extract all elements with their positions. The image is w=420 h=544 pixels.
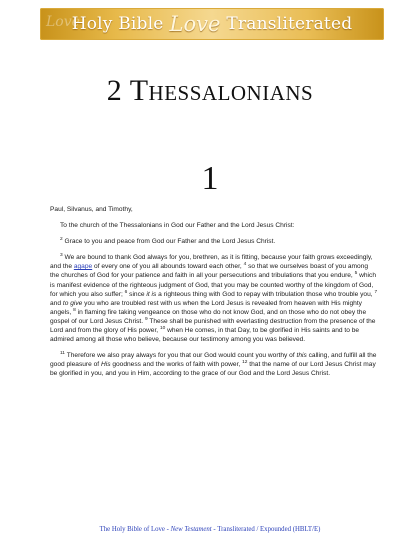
verse-number: 12 — [242, 360, 248, 366]
verse-number: 7 — [374, 289, 378, 295]
footer-text-a: The Holy Bible of Love - — [99, 526, 169, 533]
chapter-text — [50, 205, 378, 386]
verse-number: 6 — [124, 289, 128, 295]
verse-7-italic: to give — [62, 299, 83, 307]
verse-8-text: in flaming fire taking vengeance on those who do not know God, and on those who do not obey the gospel of our Lord Jesus Christ. — [50, 308, 367, 325]
verse-number: 2 — [60, 237, 63, 242]
verse-5-text: which is manifest evidence of the righteous judgment of God, that you may be counted worthy of the kingdom of God, for which you also suffer; — [50, 272, 376, 298]
verse-1b-text: To the church of the Thessalonians in God our Father and the Lord Jesus Christ: — [60, 222, 295, 230]
verse-7b-text: you who are troubled rest with us when the Lord Jesus is revealed from heaven with His mighty angels, — [50, 299, 362, 316]
verse-6b-text: a righteous thing with God to repay with tribulation those who trouble you, — [158, 290, 373, 298]
chapter-number: 1 — [201, 160, 219, 197]
verse-1-address — [50, 221, 378, 230]
agape-link[interactable]: agape — [73, 263, 93, 271]
page-footer[interactable] — [0, 526, 420, 533]
verse-11c-text: goodness and the works of faith with power, — [112, 361, 241, 369]
verse-10-text: when He comes, in that Day, to be glorified in His saints and to be admired among all those who believe, because our testimony among you was believed. — [50, 327, 360, 344]
verse-6-italic: it is — [146, 290, 157, 298]
verse-1-text: Paul, Silvanus, and Timothy, — [50, 206, 133, 213]
verse-number: 5 — [354, 271, 358, 277]
banner-text-left: Holy Bible — [71, 14, 164, 34]
verse-11-italic-2: His — [100, 361, 111, 369]
header-banner — [40, 8, 384, 40]
verse-number: 4 — [243, 262, 247, 268]
verse-4-text: so that we ourselves boast of you among the churches of God for your patience and faith in all your persecutions and tribulations that you endure, — [50, 263, 368, 280]
verse-number: 10 — [159, 325, 166, 331]
verse-number: 9 — [144, 316, 148, 322]
verse-12-text: that the name of our Lord Jesus Christ may be glorified in you, and you in Him, according to the grace of our God and the Lord Jesus Christ. — [50, 361, 376, 378]
verse-7a-text: and — [50, 299, 62, 307]
verse-9-text: These shall be punished with everlasting destruction from the presence of the Lord and from the glory of His power, — [50, 317, 376, 335]
banner-text-script: Love — [169, 12, 221, 36]
verse-6a-text: since — [129, 290, 145, 298]
book-title: 2 Thessalonians — [106, 74, 314, 107]
verse-1 — [50, 205, 378, 214]
verse-number: 3 — [60, 253, 63, 259]
verse-11-italic: this — [296, 352, 307, 360]
verses-11-12 — [50, 351, 378, 378]
footer-text-c: - Transliterated / Expounded (HBLT/E) — [213, 526, 321, 533]
verse-number: 8 — [73, 307, 76, 313]
footer-text-italic: New Testament — [170, 526, 212, 533]
verse-11a-text: Therefore we also pray always for you that our God would count you worthy of — [66, 352, 295, 360]
verse-number: 11 — [60, 351, 65, 357]
banner-text-right: Transliterated — [226, 14, 353, 34]
verses-3-10 — [50, 253, 378, 344]
verse-3b-text: of every one of you all abounds toward each other, — [94, 263, 242, 271]
verse-2 — [50, 237, 378, 246]
verse-11b-text: calling, and fulfill all the good pleasure of — [50, 352, 377, 369]
verse-3a-text: We are bound to thank God always for you, brethren, as it is fitting, because your faith grows exceedingly, and the — [50, 254, 373, 271]
banner-watermark-text: Love — [46, 14, 80, 30]
verse-2-text: Grace to you and peace from God our Father and the Lord Jesus Christ. — [64, 238, 276, 246]
